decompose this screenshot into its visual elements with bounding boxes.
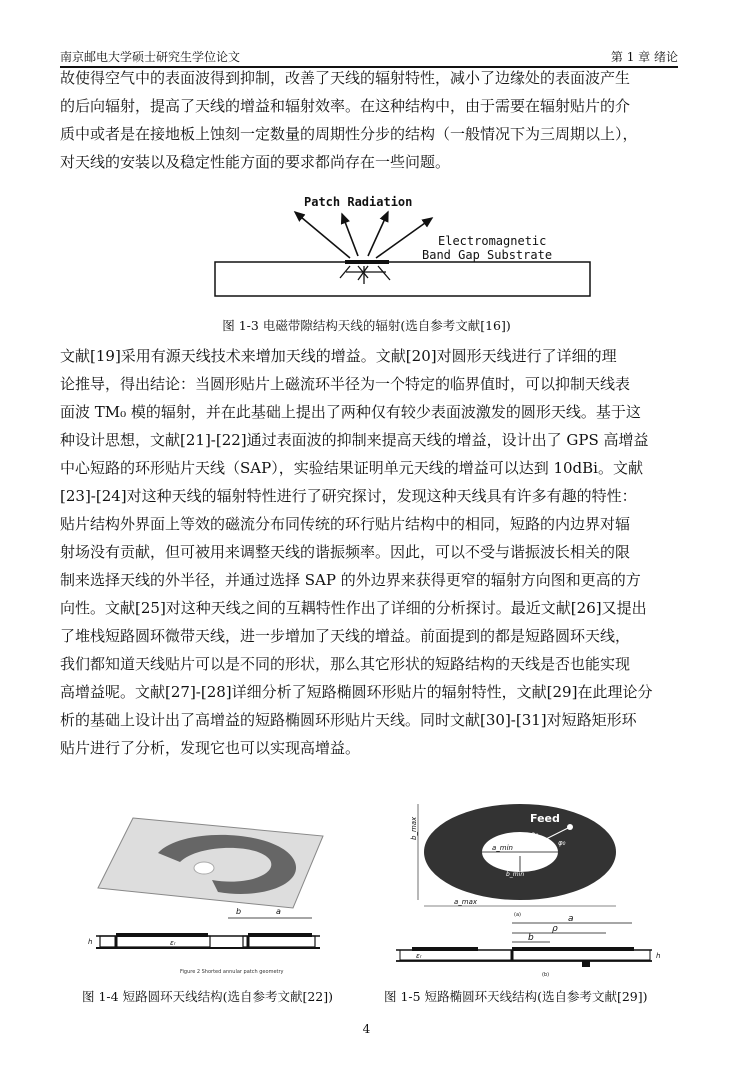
fig5-a-min: a_min	[492, 844, 513, 852]
fig5-dim-b: b	[528, 933, 534, 943]
text-line: 我们都知道天线贴片可以是不同的形状，那么其它形状的短路结构的天线是否也能实现	[60, 655, 631, 673]
header-thesis-title: 南京邮电大学硕士研究生学位论文	[60, 50, 241, 64]
figure-1-4-caption: 图 1-4 短路圆环天线结构(选自参考文献[22])	[82, 989, 333, 1004]
fig3-label-patch-radiation: Patch Radiation	[304, 195, 413, 209]
fig5-dim-h: h	[656, 952, 661, 960]
fig5-sub-b: (b)	[542, 972, 550, 978]
text-line: 对天线的安装以及稳定性能方面的要求都尚存在一些问题。	[60, 153, 451, 171]
fig3-label-electromagnetic: Electromagnetic	[438, 234, 547, 248]
fig5-b-min: b_min	[506, 871, 525, 878]
fig3-label-ebg-substrate: Band Gap Substrate	[422, 248, 553, 262]
fig5-b-max: b_max	[410, 816, 418, 840]
text-line: [23]-[24]对这种天线的辐射特性进行了研究探讨，发现这种天线具有许多有趣的特性：	[60, 487, 637, 505]
fig5-a-max: a_max	[454, 898, 478, 906]
figure-1-5-caption: 图 1-5 短路椭圆环天线结构(选自参考文献[29])	[384, 989, 648, 1004]
fig4-figure-label: Figure 2 Shorted annular patch geometry	[180, 969, 284, 975]
fig5-dim-a: a	[568, 914, 574, 924]
fig5-cross-section-substrate	[400, 950, 650, 960]
text-line: 贴片进行了分析，发现它也可以实现高增益。	[60, 739, 361, 757]
fig4-dim-h: h	[88, 938, 93, 946]
figure-1-3-caption: 图 1-3 电磁带隙结构天线的辐射(选自参考文献[16])	[222, 318, 511, 333]
text-line: 种设计思想，文献[21]-[22]通过表面波的抑制来提高天线的增益，设计出了 GPS 高增益	[60, 431, 649, 449]
fig5-dim-eps: εᵣ	[416, 952, 422, 960]
fig5-feed-label: Feed	[530, 812, 560, 825]
patch	[345, 260, 389, 264]
text-line: 制来选择天线的外半径，并通过选择 SAP 的外边界来获得更窄的辐射方向图和更高的方	[60, 571, 641, 589]
header-chapter: 第 1 章 绪论	[610, 50, 678, 64]
text-line: 面波 TM₀ 模的辐射，并在此基础上提出了两种仅有较少表面波激发的圆形天线。基于这	[60, 403, 641, 421]
paragraph-2	[60, 342, 678, 762]
text-line: 中心短路的环形贴片天线（SAP），实验结果证明单元天线的增益可以达到 10dBi。文献	[60, 459, 643, 477]
figure-1-5-shorted-elliptical-patch	[392, 800, 674, 980]
figure-1-3-ebg-radiation	[200, 190, 600, 305]
fig5-dim-rho: ρ	[552, 924, 558, 934]
text-line: 论推导，得出结论：当圆形贴片上磁流环半径为一个特定的临界值时，可以抑制天线表	[60, 375, 631, 393]
text-line: 故使得空气中的表面波得到抑制，改善了天线的辐射特性，减小了边缘处的表面波产生	[60, 69, 631, 87]
text-line: 射场没有贡献，但可被用来调整天线的谐振频率。因此，可以不受与谐振波长相关的限	[60, 543, 631, 561]
text-line: 了堆栈短路圆环微带天线，进一步增加了天线的增益。前面提到的都是短路圆环天线，	[60, 627, 631, 645]
text-line: 高增益呢。文献[27]-[28]详细分析了短路椭圆环形贴片的辐射特性，文献[29]在此理论分	[60, 683, 653, 701]
fig5-rho0: ρ₀	[530, 830, 539, 839]
surface-wave-arrows	[340, 266, 390, 284]
text-line: 贴片结构外界面上等效的磁流分布同传统的环行贴片结构中的相同，短路的内边界对辐	[60, 515, 631, 533]
fig5-sub-a: (a)	[514, 912, 521, 918]
fig4-dim-eps: εᵣ	[170, 939, 176, 947]
text-line: 文献[19]采用有源天线技术来增加天线的增益。文献[20]对圆形天线进行了详细的理	[60, 347, 617, 365]
paragraph-1	[60, 64, 678, 176]
radiation-arrows	[295, 212, 432, 258]
page-number: 4	[362, 1022, 371, 1036]
fig4-dim-b: b	[236, 907, 242, 916]
text-line: 向性。文献[25]对这种天线之间的互耦特性作出了详细的分析探讨。最近文献[26]又提出	[60, 599, 647, 617]
substrate-slab	[215, 262, 590, 296]
fig5-phi0: φ₀	[558, 839, 566, 847]
text-line: 的后向辐射，提高了天线的增益和辐射效率。在这种结构中，由于需要在辐射贴片的介	[60, 97, 631, 115]
fig4-dim-a: a	[276, 907, 281, 916]
text-line: 质中或者是在接地板上蚀刻一定数量的周期性分步的结构（一般情况下为三周期以上），	[60, 125, 638, 143]
text-line: 析的基础上设计出了高增益的短路椭圆环形贴片天线。同时文献[30]-[31]对短路矩形环	[60, 711, 637, 729]
figure-1-4-shorted-annular-patch	[88, 808, 328, 980]
